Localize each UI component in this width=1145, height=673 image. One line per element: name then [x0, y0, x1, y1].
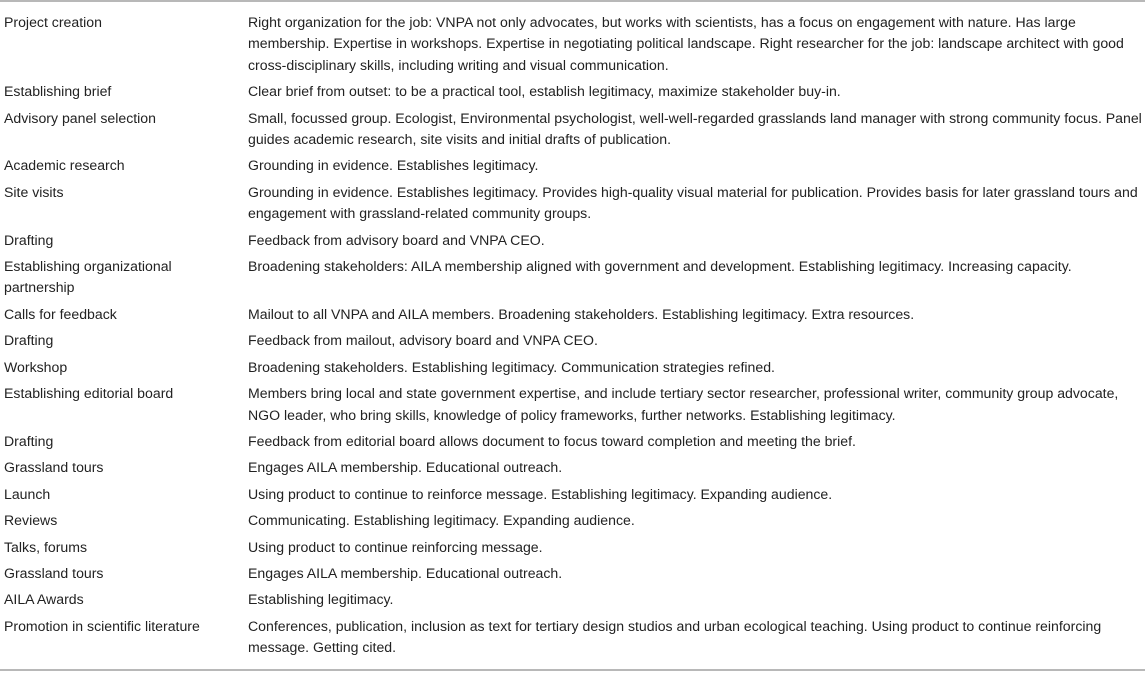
stage-cell: Establishing organizational partnership	[4, 258, 172, 296]
table-row	[0, 589, 1145, 615]
stage-cell: Drafting	[4, 231, 54, 248]
notes-cell: Establishing legitimacy.	[248, 591, 394, 608]
stage-cell: Reviews	[4, 512, 58, 529]
table-row	[0, 537, 1145, 563]
stage-cell: Grassland tours	[4, 459, 104, 476]
stage-cell: Establishing editorial board	[4, 385, 174, 402]
notes-cell: Feedback from advisory board and VNPA CEO.	[248, 231, 545, 248]
table-row	[0, 81, 1145, 107]
table-row	[0, 108, 1145, 156]
notes-cell: Grounding in evidence. Establishes legitimacy.	[248, 157, 539, 174]
notes-cell: Feedback from editorial board allows document to focus toward completion and meeting the brief.	[248, 432, 856, 449]
stage-cell: Promotion in scientific literature	[4, 617, 200, 634]
notes-cell: Grounding in evidence. Establishes legitimacy. Provides high-quality visual material for publication. Provides basis for later grassland tours and engagement with grassland-related community groups.	[248, 183, 1138, 222]
stage-cell: Drafting	[4, 432, 54, 449]
table-row	[0, 510, 1145, 536]
table-row	[0, 304, 1145, 330]
notes-cell: Small, focussed group. Ecologist, Environmental psychologist, well-well-regarded grasslands land manager with strong community focus. Panel guides academic research, site visits and initial drafts of publication.	[248, 109, 1142, 148]
stage-cell: Workshop	[4, 358, 68, 375]
notes-cell: Communicating. Establishing legitimacy. Expanding audience.	[248, 512, 635, 529]
table-row	[0, 12, 1145, 81]
stage-cell: AILA Awards	[4, 591, 84, 608]
table-row	[0, 330, 1145, 356]
stage-cell: Project creation	[4, 14, 102, 30]
notes-cell: Conferences, publication, inclusion as text for tertiary design studios and urban ecological teaching. Using product to continue reinforcing message. Getting cited.	[248, 617, 1102, 656]
notes-cell: Feedback from mailout, advisory board and VNPA CEO.	[248, 332, 598, 349]
notes-cell: Clear brief from outset: to be a practical tool, establish legitimacy, maximize stakeholder buy-in.	[248, 83, 841, 100]
table-row	[0, 357, 1145, 383]
notes-cell: Members bring local and state government expertise, and include tertiary sector researcher, professional writer, community group advocate, NGO leader, who bring skills, knowledge of policy frameworks, further networks. Establishing legitimacy.	[248, 385, 1119, 423]
notes-cell: Engages AILA membership. Educational outreach.	[248, 459, 563, 476]
table-row	[0, 431, 1145, 457]
stage-cell: Drafting	[4, 332, 54, 349]
stage-cell: Calls for feedback	[4, 305, 117, 322]
stage-cell: Site visits	[4, 183, 64, 200]
table-row	[0, 563, 1145, 589]
stage-cell: Establishing brief	[4, 83, 112, 100]
table-body	[0, 12, 1145, 664]
notes-cell: Using product to continue to reinforce message. Establishing legitimacy. Expanding audience.	[248, 485, 833, 502]
table-row	[0, 155, 1145, 181]
notes-cell: Engages AILA membership. Educational outreach.	[248, 564, 563, 581]
table-row	[0, 256, 1145, 304]
stage-cell: Grassland tours	[4, 564, 104, 581]
stage-cell: Advisory panel selection	[4, 109, 156, 126]
notes-cell: Broadening stakeholders: AILA membership aligned with government and development. Establishing legitimacy. Increasing capacity.	[248, 258, 1072, 275]
table-row	[0, 457, 1145, 483]
table-row	[0, 182, 1145, 230]
notes-cell: Broadening stakeholders. Establishing legitimacy. Communication strategies refined.	[248, 358, 775, 375]
table-top-rule	[0, 0, 1145, 2]
notes-cell: Right organization for the job: VNPA not only advocates, but works with scientists, has a focus on engagement with nature. Has large membership. Expertise in workshops. Expertise in negotiating political landscape. Right researcher for the job: landscape architect with good cross-disciplinary skills, including writing and visual communication.	[248, 14, 1124, 73]
table-row	[0, 230, 1145, 256]
table-row	[0, 616, 1145, 664]
table-bottom-rule	[0, 669, 1145, 671]
notes-cell: Mailout to all VNPA and AILA members. Broadening stakeholders. Establishing legitimacy. Extra resources.	[248, 305, 915, 322]
stage-cell: Academic research	[4, 157, 125, 174]
table-row	[0, 383, 1145, 431]
table-row	[0, 484, 1145, 510]
stage-cell: Launch	[4, 485, 51, 502]
notes-cell: Using product to continue reinforcing message.	[248, 538, 543, 555]
stage-cell: Talks, forums	[4, 538, 88, 555]
